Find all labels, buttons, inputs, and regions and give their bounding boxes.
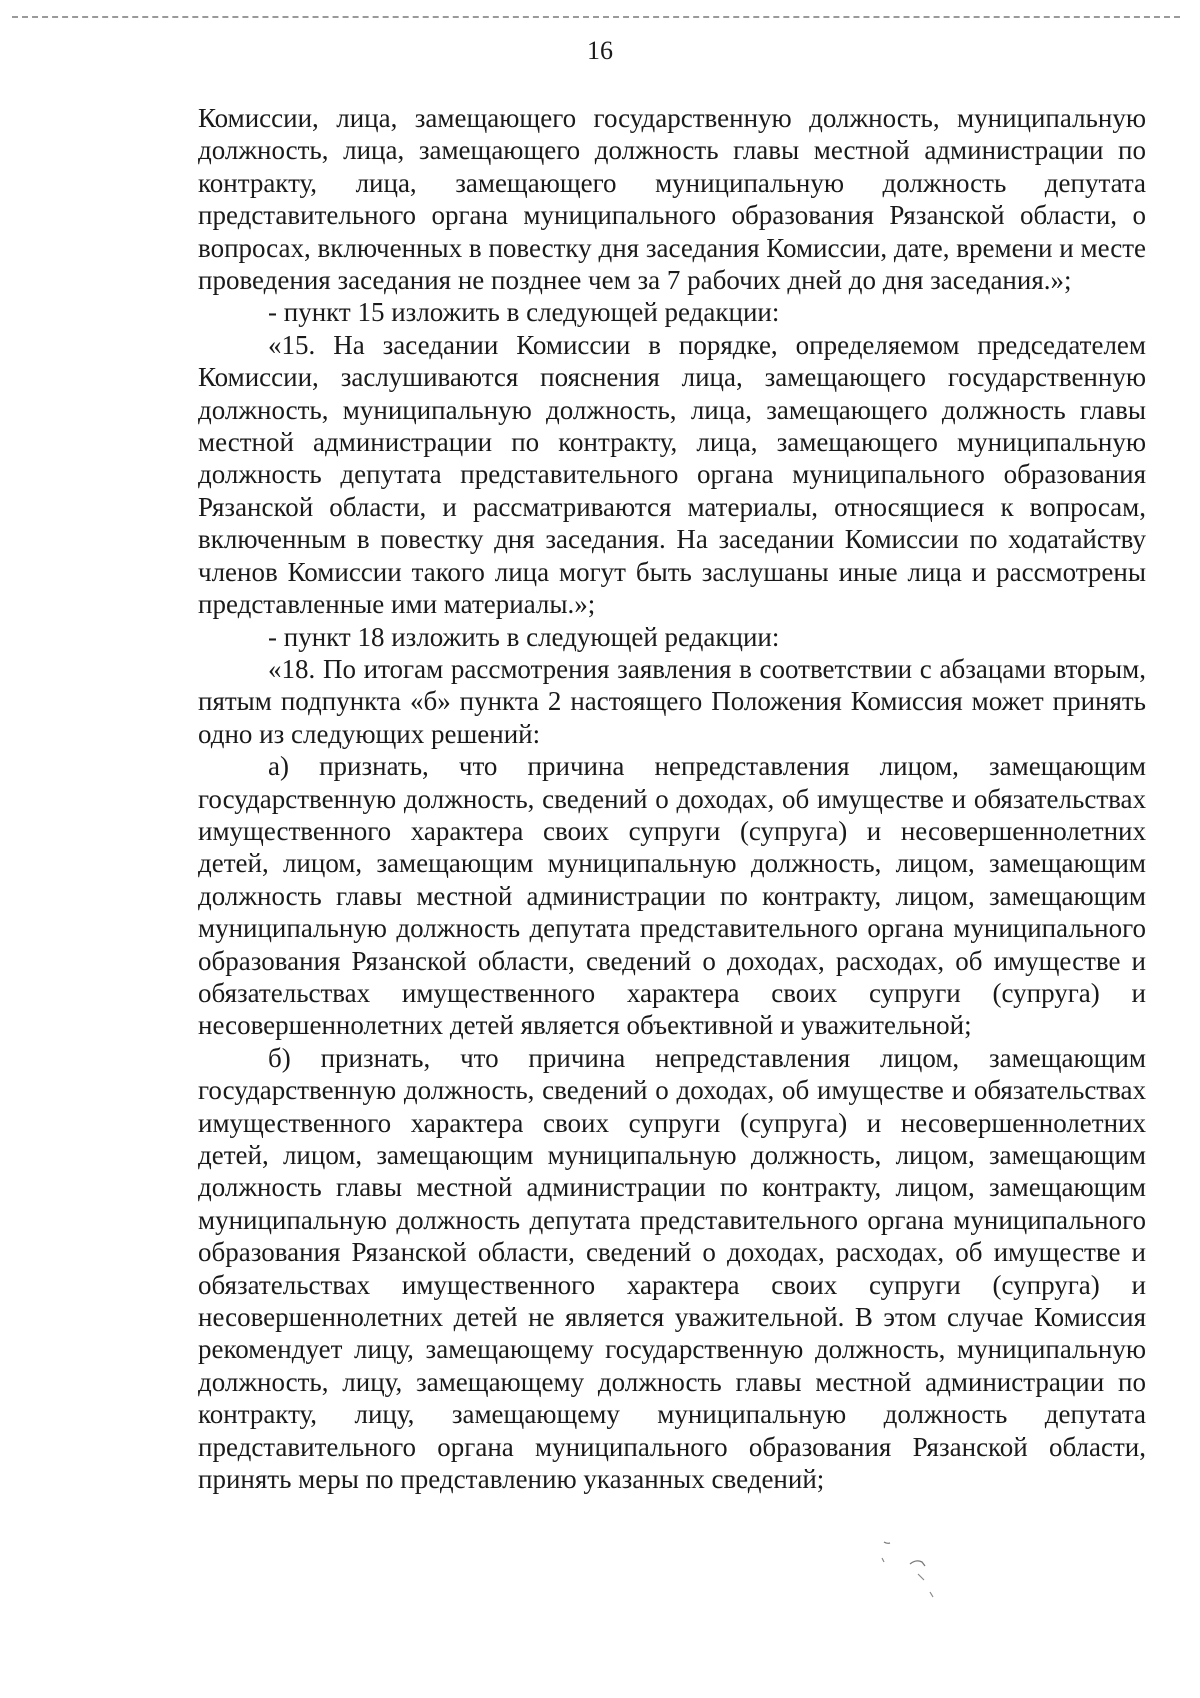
paragraph-subitem-b: б) признать, что причина непредставления лицом, замещающим государственную должность, сведений о доходах, об имуществе и обязательствах имущественного характера своих супруги (супруга) и несовершеннолетних детей, лицом, замещающим муниципальную должность, лицом, замещающим должность главы местной администрации по контракту, лицом, замещающим муниципальную должность депутата представительного органа муниципального образования Рязанской области, сведений о доходах, расходах, об имуществе и обязательствах имущественного характера своих супруги (супруга) и несовершеннолетних детей не является уважительной. В этом случае Комиссия рекомендует лицу, замещающему государственную должность, муниципальную должность, лицу, замещающему должность главы местной администрации по контракту, лицу, замещающему муниципальную должность депутата представительного органа муниципального образования Рязанской области, принять меры по представлению указанных сведений; [198,1042,1146,1495]
paragraph-subitem-a: а) признать, что причина непредставления лицом, замещающим государственную должность, сведений о доходах, об имуществе и обязательствах имущественного характера своих супруги (супруга) и несовершеннолетних детей, лицом, замещающим муниципальную должность, лицом, замещающим должность главы местной администрации по контракту, лицом, замещающим муниципальную должность депутата представительного органа муниципального образования Рязанской области, сведений о доходах, расходах, об имуществе и обязательствах имущественного характера своих супруги (супруга) и несовершеннолетних детей является объективной и уважительной; [198,751,1146,1041]
paragraph-amend-item-18: - пункт 18 изложить в следующей редакции: [268,621,780,652]
scan-top-edge [12,16,1180,18]
document-body [198,102,1146,1495]
paragraph-amend-item-15: - пункт 15 изложить в следующей редакции: [268,297,780,328]
paragraph-item-15-text: «15. На заседании Комиссии в порядке, определяемом председателем Комиссии, заслушиваются пояснения лица, замещающего государственную должность, муниципальную должность, лица, замещающего должность главы местной администрации по контракту, лица, замещающего муниципальную должность депутата представительного органа муниципального образования Рязанской области, и рассматриваются материалы, относящиеся к вопросам, включенным в повестку дня заседания. На заседании Комиссии по ходатайству членов Комиссии такого лица могут быть заслушаны иные лица и рассмотрены представленные ими материалы.»; [198,329,1146,620]
paragraph-item-18-text: «18. По итогам рассмотрения заявления в соответствии с абзацами вторым, пятым подпункта «б» пункта 2 настоящего Положения Комиссия может принять одно из следующих решений: [198,653,1146,749]
paragraph-continuation: Комиссии, лица, замещающего государственную должность, муниципальную должность, лица, замещающего должность главы местной администрации по контракту, лица, замещающего муниципальную должность депутата представительного органа муниципального образования Рязанской области, о вопросах, включенных в повестку дня заседания Комиссии, дате, времени и месте проведения заседания не позднее чем за 7 рабочих дней до дня заседания.»; [198,103,1146,296]
page-number: 16 [587,36,613,65]
scan-specks [880,1540,990,1630]
